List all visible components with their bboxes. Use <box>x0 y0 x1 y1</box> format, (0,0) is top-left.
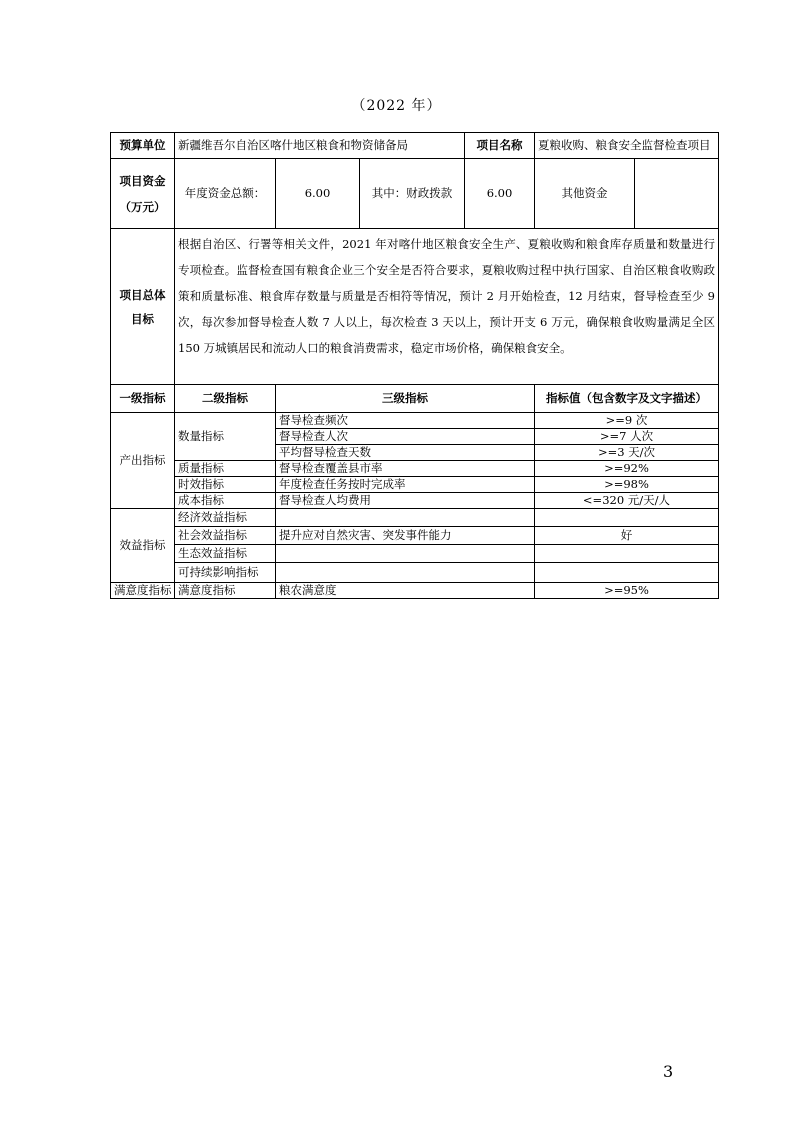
quantity-value: >=3 天/次 <box>535 445 719 461</box>
quantity-level3: 督导检查频次 <box>276 413 535 429</box>
total-funds-value: 6.00 <box>276 159 360 229</box>
timeliness-level3: 年度检查任务按时完成率 <box>276 477 535 493</box>
economic-level3 <box>276 509 535 527</box>
goal-label: 项目总体目标 <box>111 229 175 385</box>
value-header: 指标值（包含数字及文字描述） <box>535 385 719 413</box>
year-label: （2022 年） <box>351 98 442 114</box>
funds-row <box>111 159 719 229</box>
satisfaction-level1: 满意度指标 <box>111 583 175 599</box>
budget-unit-value: 新疆维吾尔自治区喀什地区粮食和物资储备局 <box>175 133 465 159</box>
budget-unit-label: 预算单位 <box>111 133 175 159</box>
ecological-level3 <box>276 545 535 563</box>
funds-label <box>111 159 175 229</box>
table-row <box>111 527 719 545</box>
level3-header: 三级指标 <box>276 385 535 413</box>
quantity-level3: 平均督导检查天数 <box>276 445 535 461</box>
header-row <box>111 133 719 159</box>
table-row <box>111 563 719 583</box>
output-level1: 产出指标 <box>111 413 175 509</box>
level1-header: 一级指标 <box>111 385 175 413</box>
sustainable-value <box>535 563 719 583</box>
quality-level3: 督导检查覆盖县市率 <box>276 461 535 477</box>
satisfaction-level2: 满意度指标 <box>175 583 276 599</box>
ecological-value <box>535 545 719 563</box>
table-row <box>111 413 719 429</box>
sustainable-level3 <box>276 563 535 583</box>
timeliness-level2: 时效指标 <box>175 477 276 493</box>
funds-label-line1: 项目资金 <box>119 173 166 188</box>
table-row <box>111 493 719 509</box>
quantity-value: >=7 人次 <box>535 429 719 445</box>
ecological-level2: 生态效益指标 <box>175 545 276 563</box>
satisfaction-level3: 粮农满意度 <box>276 583 535 599</box>
quality-value: >=92% <box>535 461 719 477</box>
social-value: 好 <box>535 527 719 545</box>
economic-level2: 经济效益指标 <box>175 509 276 527</box>
table-row <box>111 583 719 599</box>
table-row <box>111 477 719 493</box>
timeliness-value: >=98% <box>535 477 719 493</box>
page-number: 3 <box>663 1062 674 1081</box>
goal-text: 根据自治区、行署等相关文件，2021 年对喀什地区粮食安全生产、夏粮收购和粮食库存质量和数量进行专项检查。监督检查国有粮食企业三个安全是否符合要求，夏粮收购过程中执行国家、自治区粮食收购政策和质量标准、粮食库存数量与质量是否相符等情况，预计 2 月开始检查，12 月结束，督导检查至少 9 次，每次参加督导检查人数 7 人以上，每次检查 3 天以上，预计开支 6 万元，确保粮食收购量满足全区 150 万城镇居民和流动人口的粮食消费需求，稳定市场价格，确保粮食安全。 <box>175 229 719 385</box>
project-name-label: 项目名称 <box>465 133 535 159</box>
quantity-value: >=9 次 <box>535 413 719 429</box>
other-funds-label: 其他资金 <box>535 159 635 229</box>
fiscal-funds-value: 6.00 <box>465 159 535 229</box>
level2-header: 二级指标 <box>175 385 276 413</box>
social-level3: 提升应对自然灾害、突发事件能力 <box>276 527 535 545</box>
cost-value: <=320 元/天/人 <box>535 493 719 509</box>
table-row <box>111 545 719 563</box>
benefit-level1: 效益指标 <box>111 509 175 583</box>
quantity-level3: 督导检查人次 <box>276 429 535 445</box>
funds-label-line2: （万元） <box>119 199 166 214</box>
satisfaction-value: >=95% <box>535 583 719 599</box>
table-row <box>111 461 719 477</box>
fiscal-funds-label: 其中：财政拨款 <box>360 159 465 229</box>
table-row <box>111 509 719 527</box>
total-funds-label: 年度资金总额： <box>175 159 276 229</box>
goal-row <box>111 229 719 385</box>
social-level2: 社会效益指标 <box>175 527 276 545</box>
quality-level2: 质量指标 <box>175 461 276 477</box>
performance-target-table <box>110 132 719 599</box>
project-name-value: 夏粮收购、粮食安全监督检查项目 <box>535 133 719 159</box>
economic-value <box>535 509 719 527</box>
quantity-level2: 数量指标 <box>175 413 276 461</box>
sustainable-level2: 可持续影响指标 <box>175 563 276 583</box>
cost-level3: 督导检查人均费用 <box>276 493 535 509</box>
cost-level2: 成本指标 <box>175 493 276 509</box>
other-funds-value <box>635 159 719 229</box>
indicator-header-row <box>111 385 719 413</box>
